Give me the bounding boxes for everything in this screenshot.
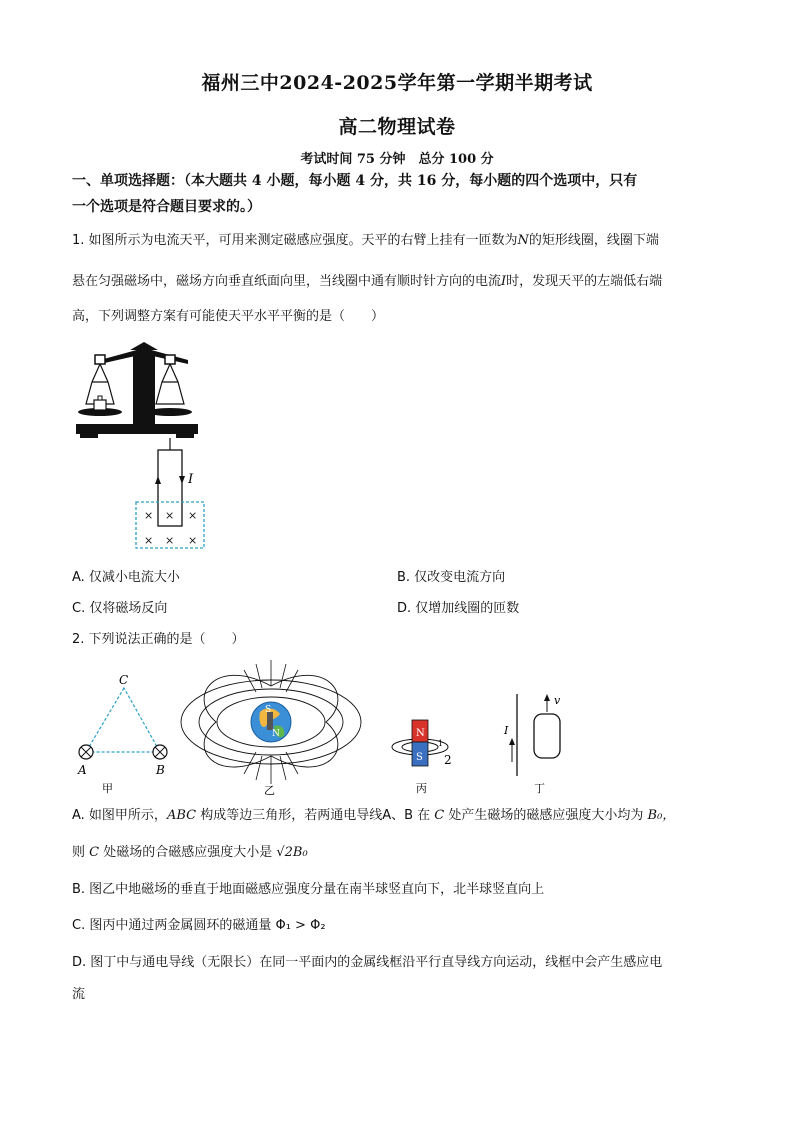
- vertex-c-label: C: [119, 673, 129, 687]
- svg-text:×: ×: [165, 509, 175, 522]
- vertex-a-label: A: [78, 763, 87, 777]
- figure-jia-caption: 甲: [102, 782, 113, 795]
- svg-text:×: ×: [144, 534, 154, 547]
- figure-jia: [72, 668, 176, 796]
- q1-option-d[interactable]: D. 仅增加线圈的匝数: [397, 601, 520, 616]
- triangle-abc-label: ABC: [166, 808, 197, 823]
- q1-text: 1. 如图所示为电流天平，可用来测定磁感应强度。天平的右臂上挂有一匝数为: [72, 233, 518, 248]
- q2-option-a-text: 则: [72, 845, 90, 860]
- figure-yi-earth-field: [176, 656, 366, 798]
- q2-stem: 2. 下列说法正确的是（ ）: [72, 632, 245, 647]
- section-heading: [72, 168, 732, 220]
- q1-option-a[interactable]: A. 仅减小电流大小: [72, 570, 180, 585]
- section-heading-line1: 一、单项选择题：（本大题共 4 小题，每小题 4 分，共 16 分，每小题的四个选项中，只有: [72, 173, 638, 189]
- magnet-pole-n: N: [416, 728, 425, 739]
- figure-ding-caption: 丁: [534, 782, 545, 795]
- figure-bing-rings: [376, 712, 472, 798]
- current-up-arrow-icon: [509, 738, 515, 745]
- q1-stem-line1: [72, 231, 732, 251]
- q1-text: 时，发现天平的左端低右端: [506, 274, 663, 289]
- q1-symbol-i: I: [501, 274, 507, 289]
- vertex-b-label: B: [156, 763, 165, 777]
- svg-text:×: ×: [188, 534, 198, 547]
- q2-option-a-line1[interactable]: [72, 806, 752, 826]
- q2-option-c[interactable]: [72, 916, 752, 936]
- q1-option-b[interactable]: B. 仅改变电流方向: [397, 570, 506, 585]
- resultant-field-value: √2B₀: [276, 845, 308, 860]
- svg-text:×: ×: [165, 534, 175, 547]
- q2-option-a-text: 处磁场的合磁感应强度大小是: [99, 845, 277, 860]
- q1-text: 的矩形线圈，线圈下端: [528, 233, 659, 248]
- magnet-pole-s: S: [416, 752, 423, 763]
- flux-comparison: Φ₁ > Φ₂: [275, 918, 326, 933]
- q2-option-a-text: A. 如图甲所示，: [72, 808, 167, 823]
- earth-pole-s: S: [265, 705, 272, 715]
- ring-1-label: 1: [438, 739, 444, 748]
- wire-current-label: I: [504, 724, 509, 737]
- q2-option-a-line2: [72, 843, 752, 863]
- svg-text:×: ×: [188, 509, 198, 522]
- q2-option-d-line1[interactable]: D. 图丁中与通电导线（无限长）在同一平面内的金属线框沿平行直导线方向运动，线框中会产生感应电: [72, 955, 663, 970]
- figure-ding-wire-frame: [500, 690, 580, 798]
- q1-option-c[interactable]: C. 仅将磁场反向: [72, 601, 168, 616]
- point-c-label: C: [89, 845, 100, 860]
- metal-frame: [534, 714, 560, 758]
- q1-symbol-n: N: [517, 233, 529, 248]
- coil-current-label: I: [188, 472, 194, 487]
- q1-stem-line2: [72, 272, 732, 292]
- current-arrow-down-icon: [179, 476, 185, 484]
- q2-option-c-text: C. 图丙中通过两金属圆环的磁通量: [72, 918, 276, 933]
- q1-stem-line3: 高，下列调整方案有可能使天平水平平衡的是（ ）: [72, 309, 385, 324]
- earth-pole-n: N: [272, 729, 280, 739]
- ring-2-label: 2: [444, 753, 452, 767]
- frame-velocity-label: v: [554, 694, 561, 707]
- q2-option-a-text: 构成等边三角形，若两通电导线A、B 在: [196, 808, 435, 823]
- exam-title: 福州三中2024-2025学年第一学期半期考试: [201, 72, 593, 94]
- field-into-page-crosses: [144, 509, 197, 547]
- exam-info: 考试时间 75 分钟 总分 100 分: [300, 152, 494, 167]
- current-arrow-up-icon: [155, 476, 161, 484]
- velocity-arrow-icon: [544, 694, 550, 701]
- q2-option-a-text: 处产生磁场的磁感应强度大小均为: [444, 808, 648, 823]
- paper-subtitle: 高二物理试卷: [338, 116, 456, 138]
- point-c-label: C: [434, 808, 445, 823]
- q1-text: 悬在匀强磁场中，磁场方向垂直纸面向里，当线圈中通有顺时针方向的电流: [72, 274, 502, 289]
- b0-symbol: B₀，: [647, 808, 676, 823]
- q2-option-b[interactable]: B. 图乙中地磁场的垂直于地面磁感应强度分量在南半球竖直向下，北半球竖直向上: [72, 882, 545, 897]
- figure-yi-caption: 乙: [264, 784, 275, 797]
- figure-bing-caption: 丙: [416, 782, 427, 795]
- current-balance-figure: [72, 338, 208, 554]
- section-heading-line2: 一个选项是符合题目要求的。）: [72, 199, 261, 215]
- svg-text:×: ×: [144, 509, 154, 522]
- q2-option-d-line2: 流: [72, 987, 86, 1002]
